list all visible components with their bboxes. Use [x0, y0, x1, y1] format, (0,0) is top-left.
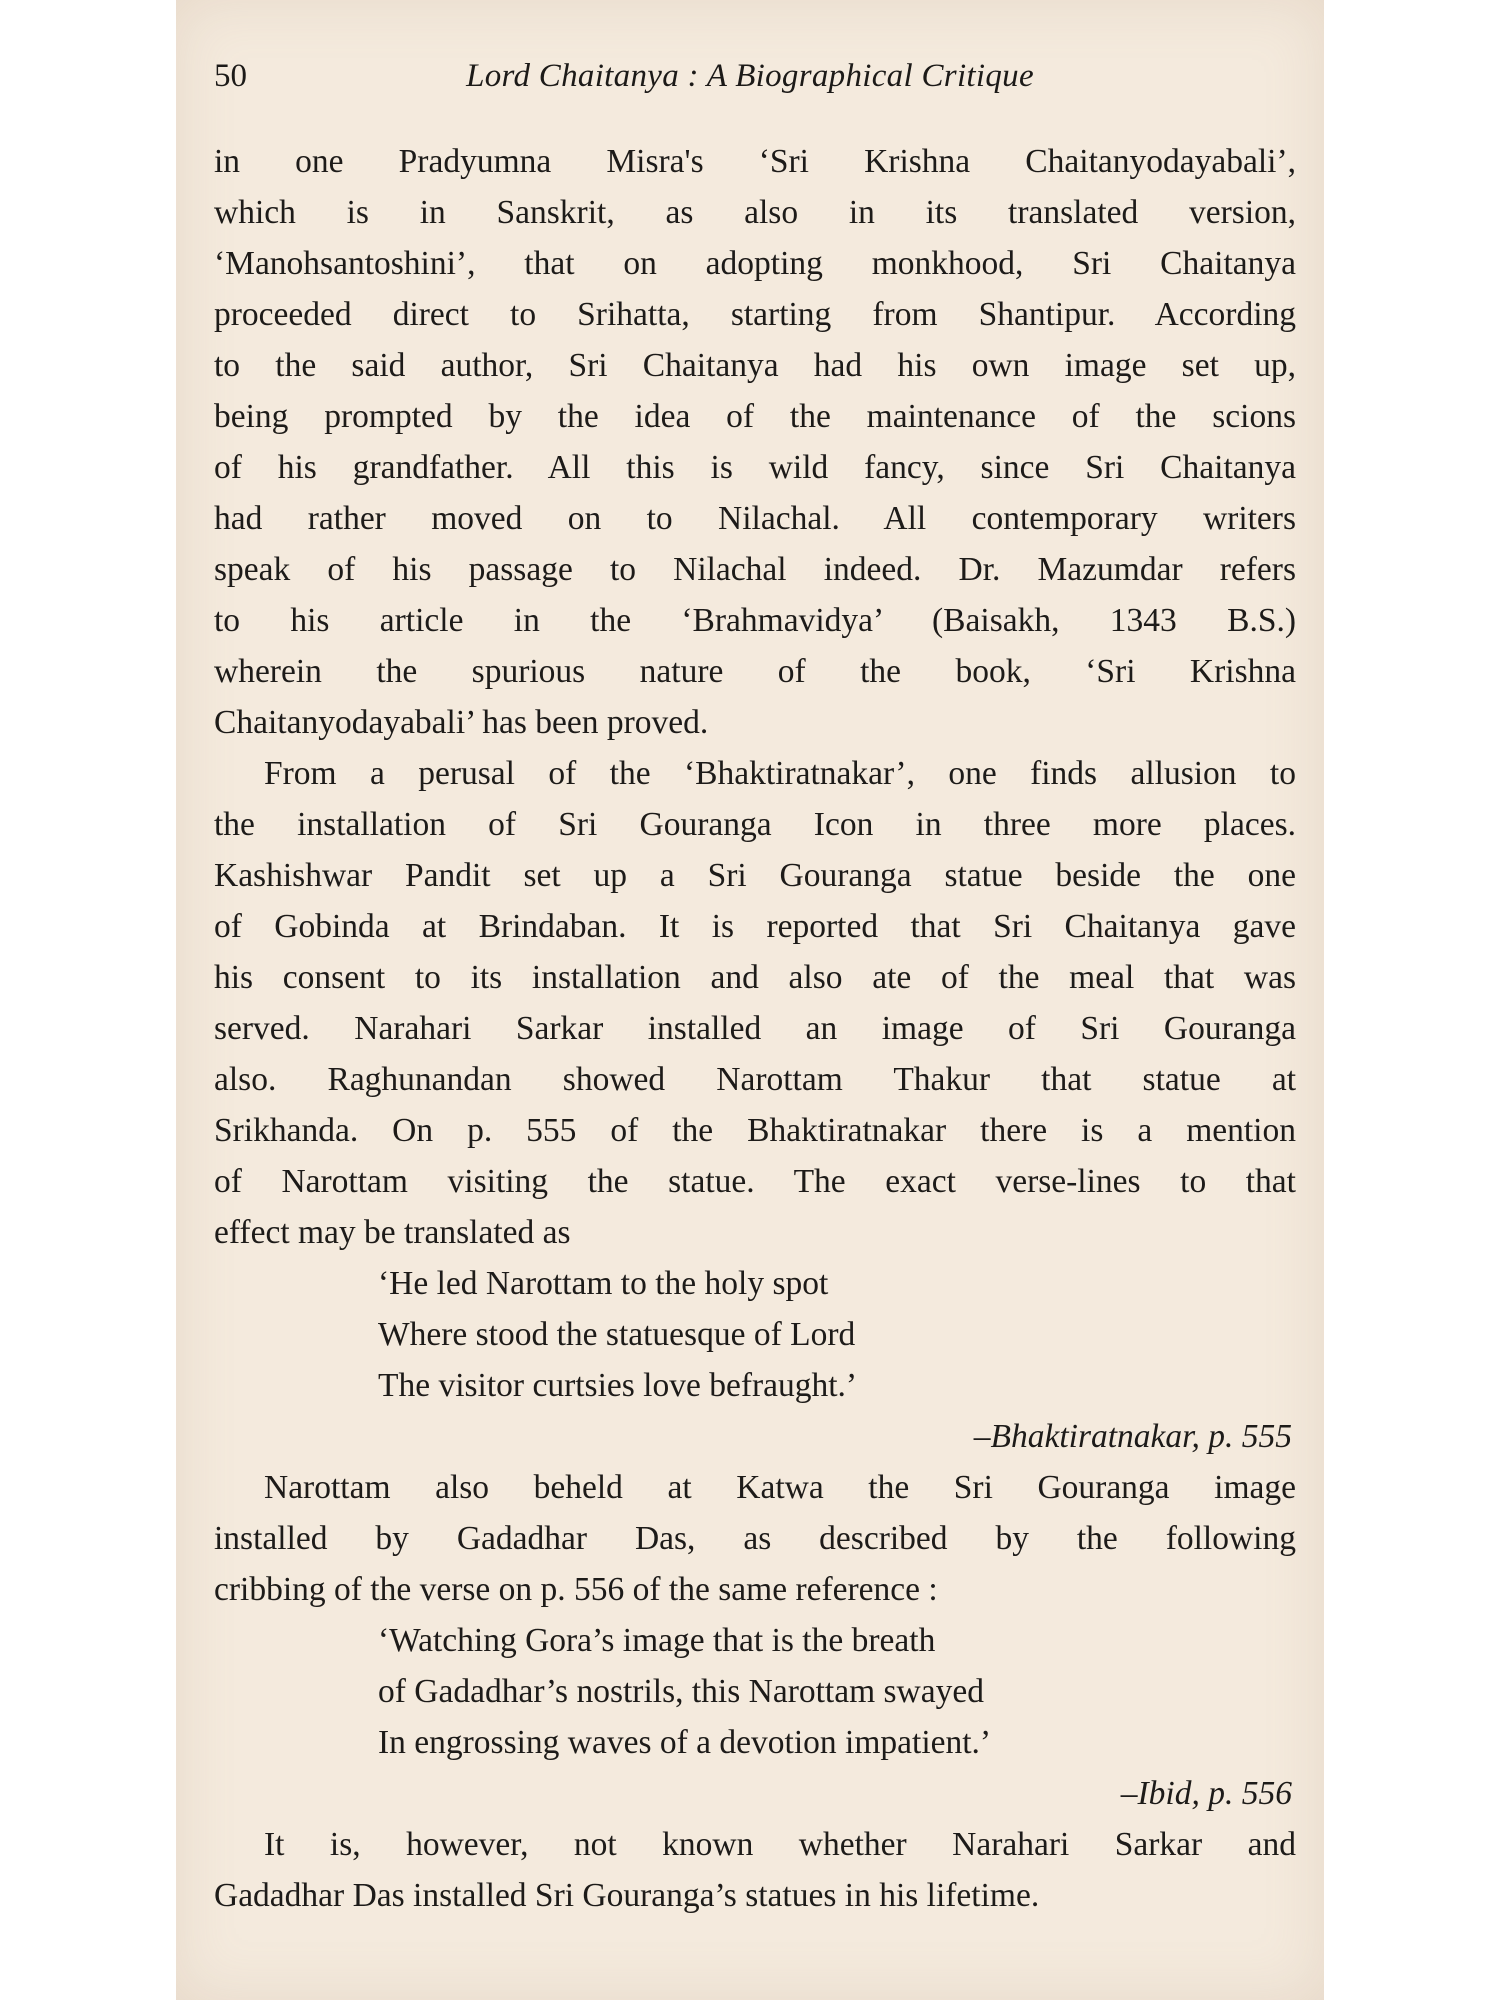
text-line: Srikhanda. On p. 555 of the Bhaktiratnakar there is a mention [214, 1112, 1296, 1149]
running-title: Lord Chaitanya : A Biographical Critique [466, 58, 1034, 94]
text-line: speak of his passage to Nilachal indeed. Dr. Mazumdar refers [214, 551, 1296, 588]
text-line: ‘Manohsantoshini’, that on adopting monkhood, Sri Chaitanya [214, 245, 1296, 282]
text-line: which is in Sanskrit, as also in its translated version, [214, 194, 1296, 231]
page-header [214, 58, 1286, 108]
text-line: Narottam also beheld at Katwa the Sri Gouranga image [264, 1469, 1296, 1506]
page-number: 50 [214, 58, 247, 94]
text-line: installed by Gadadhar Das, as described by the following [214, 1520, 1296, 1557]
text-line: Gadadhar Das installed Sri Gouranga’s statues in his lifetime. [214, 1877, 1040, 1914]
verse-line: The visitor curtsies love befraught.’ [378, 1367, 858, 1404]
text-line: also. Raghunandan showed Narottam Thakur that statue at [214, 1061, 1296, 1098]
book-page [176, 0, 1324, 2000]
verse-1 [214, 1258, 1296, 1411]
text-line: Chaitanyodayabali’ has been proved. [214, 704, 709, 741]
text-line: the installation of Sri Gouranga Icon in three more places. [214, 806, 1296, 843]
text-line: Kashishwar Pandit set up a Sri Gouranga statue beside the one [214, 857, 1296, 894]
paragraph-3 [214, 1462, 1296, 1615]
text-line: to the said author, Sri Chaitanya had his own image set up, [214, 347, 1296, 384]
text-line: being prompted by the idea of the maintenance of the scions [214, 398, 1296, 435]
citation-2: –Ibid, p. 556 [1120, 1775, 1292, 1812]
text-line: his consent to its installation and also ate of the meal that was [214, 959, 1296, 996]
verse-line: ‘He led Narottam to the holy spot [378, 1265, 829, 1302]
citation-1: –Bhaktiratnakar, p. 555 [973, 1418, 1292, 1455]
text-line: cribbing of the verse on p. 556 of the same reference : [214, 1571, 938, 1608]
paragraph-4 [214, 1819, 1296, 1921]
page-body [214, 136, 1296, 1921]
text-line: to his article in the ‘Brahmavidya’ (Baisakh, 1343 B.S.) [214, 602, 1296, 639]
text-line: served. Narahari Sarkar installed an image of Sri Gouranga [214, 1010, 1296, 1047]
text-line: It is, however, not known whether Narahari Sarkar and [264, 1826, 1296, 1863]
text-line: of Narottam visiting the statue. The exact verse-lines to that [214, 1163, 1296, 1200]
text-line: From a perusal of the ‘Bhaktiratnakar’, one finds allusion to [264, 755, 1296, 792]
verse-line: of Gadadhar’s nostrils, this Narottam swayed [378, 1673, 984, 1710]
paragraph-1 [214, 136, 1296, 748]
text-line: of his grandfather. All this is wild fancy, since Sri Chaitanya [214, 449, 1296, 486]
verse-line: Where stood the statuesque of Lord [378, 1316, 856, 1353]
text-line: in one Pradyumna Misra's ‘Sri Krishna Chaitanyodayabali’, [214, 143, 1296, 180]
text-line: had rather moved on to Nilachal. All contemporary writers [214, 500, 1296, 537]
text-line: of Gobinda at Brindaban. It is reported that Sri Chaitanya gave [214, 908, 1296, 945]
verse-2 [214, 1615, 1296, 1768]
text-line: effect may be translated as [214, 1214, 571, 1251]
verse-line: In engrossing waves of a devotion impatient.’ [378, 1724, 992, 1761]
text-line: proceeded direct to Srihatta, starting from Shantipur. According [214, 296, 1296, 333]
paragraph-2 [214, 748, 1296, 1258]
text-line: wherein the spurious nature of the book, ‘Sri Krishna [214, 653, 1296, 690]
verse-line: ‘Watching Gora’s image that is the breath [378, 1622, 936, 1659]
